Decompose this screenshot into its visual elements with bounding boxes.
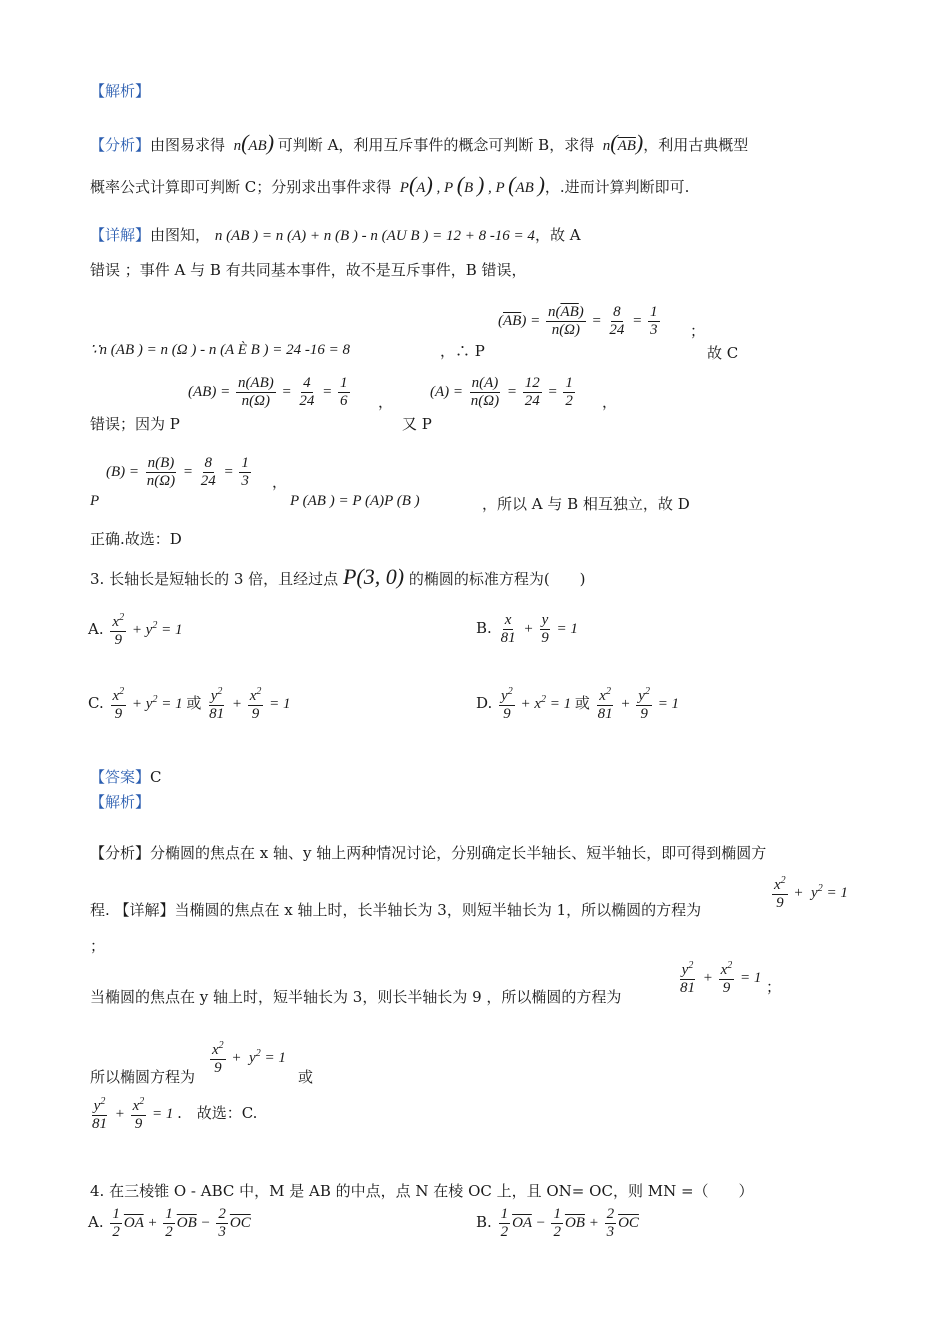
math-probs: P(A) , P (B ) , P (AB )	[396, 172, 545, 197]
equation-2: ∵n (AB ) = n (Ω ) - n (A È B ) = 24 -16 = 8	[90, 342, 351, 358]
ellipse-eq-y2: $\frac{y^2}{81}$ + $\frac{x^2}{9}$ = 1	[92, 1096, 178, 1133]
text: 故 C	[707, 344, 739, 362]
option-label: C.	[88, 694, 104, 713]
detail-line-6: 正确.故选：D	[90, 530, 182, 548]
semicolon: ；	[766, 978, 782, 996]
frac-p-ab: (AB) = $\frac{n(AB)}{n(\Omega)}$ = $\frac{4}{24}$ = $\frac{1}{6}$	[188, 375, 348, 410]
q3-jiexi: 【解析】	[90, 793, 151, 811]
therefore: ，∴ P	[440, 342, 485, 360]
frac-p-b: (B) = $\frac{n(B)}{n(\Omega)}$ = $\frac{8}{24}$ = $\frac{1}{3}$	[106, 455, 249, 490]
or-text: 或	[298, 1068, 314, 1086]
option-label: B.	[476, 1213, 492, 1232]
q3-option-d[interactable]	[476, 686, 679, 724]
q4-option-b[interactable]	[476, 1206, 639, 1242]
or-text: 或	[186, 694, 202, 713]
q3-detail-1	[90, 875, 870, 935]
text: 4. 在三棱锥 O - ABC 中，M 是 AB 的中点，点 N 在棱 OC 上，且 ON=	[90, 1182, 585, 1200]
q3-detail-4	[88, 1096, 257, 1146]
text: 可判断 A，利用互斥事件的概念可判断 B，求得	[277, 136, 595, 154]
option-a-formula: $\frac{x^2}{9}$ + $y^2 = 1$	[112, 612, 183, 649]
period: .	[177, 1104, 182, 1123]
frac-p-a: (A) = $\frac{n(A)}{n(\Omega)}$ = $\frac{12}{24}$ = $\frac{1}{2}$	[430, 375, 573, 410]
semicolon: ；	[690, 322, 706, 340]
comma: ，	[602, 393, 618, 411]
q3-detail-2	[90, 960, 870, 1020]
ellipse-eq-x: $\frac{x^2}{9}$ + $y^2 = 1$	[774, 875, 848, 912]
ellipse-eq-x2: $\frac{x^2}{9}$ + $y^2 = 1$	[212, 1040, 286, 1077]
text: ，故 A	[534, 226, 581, 244]
analysis-tag: 【分析】	[90, 136, 151, 154]
q4-stem	[90, 1180, 754, 1201]
text: 又 P	[402, 415, 432, 433]
option-a-formula: $\frac{1}{2}$ $\overline{OA}$ + $\frac{1}{2}$ $\overline{OB}$ − $\frac{2}{3}$ $\overline{OC}$	[112, 1206, 251, 1241]
text: 程. 【详解】当椭圆的焦点在 x 轴上时，长半轴长为 3，则短半轴长为 1，所以椭圆的方程为	[90, 901, 702, 919]
text: 所以椭圆方程为	[90, 1068, 196, 1086]
option-label: A.	[88, 1213, 104, 1232]
q3-answer: 【答案】C	[90, 768, 162, 786]
option-c-formula: $\frac{x^2}{9}$ + $y^2 = 1$	[112, 686, 187, 723]
or-text: 或	[574, 694, 590, 713]
text: ，.进而计算判断即可.	[544, 178, 690, 196]
detail-line-2: 错误 ；事件 A 与 B 有共同基本事件，故不是互斥事件，B 错误，	[90, 261, 527, 279]
math-n-abbar: $n(\overline{AB})$	[598, 130, 644, 155]
comma: ，	[378, 393, 394, 411]
text: 由图知，	[150, 226, 211, 244]
comma: ，	[272, 473, 288, 491]
text: ，所以 A 与 B 相互独立，故 D	[482, 495, 690, 513]
option-d-formula-2: $\frac{x^2}{81}$ + $\frac{y^2}{9}$ = 1	[597, 686, 680, 723]
q3-option-c[interactable]	[88, 686, 291, 724]
q4-option-a[interactable]	[88, 1206, 251, 1242]
equation-3: P (AB ) = P (A)P (B )	[290, 493, 420, 509]
text: ，利用古典概型	[643, 136, 749, 154]
option-label: D.	[476, 694, 493, 713]
point-p: P(3, 0)	[342, 564, 405, 589]
q3-semicolon: ；	[90, 937, 106, 955]
analysis-line-2	[90, 172, 689, 198]
option-label: B.	[476, 619, 492, 638]
detail-tag: 【详解】	[90, 226, 151, 244]
text: OC，则 MN =（ ）	[589, 1182, 754, 1200]
equation-1: n (AB ) = n (A) + n (B ) - n (AU B ) = 12 + 8 -16 = 4	[214, 228, 535, 244]
option-b-formula: $\frac{1}{2}$ $\overline{OA}$ − $\frac{1}{2}$ $\overline{OB}$ + $\frac{2}{3}$ $\overline{OC}$	[500, 1206, 639, 1241]
ellipse-eq-y: $\frac{y^2}{81}$ + $\frac{x^2}{9}$ = 1	[680, 960, 762, 997]
option-b-formula: $\frac{x}{81}$ + $\frac{y}{9}$ = 1	[500, 612, 578, 647]
text: 由图易求得	[150, 136, 226, 154]
option-label: A.	[88, 620, 104, 639]
q3-analysis: 【分析】分椭圆的焦点在 x 轴、y 轴上两种情况讨论，分别确定长半轴长、短半轴长，即可得到椭圆方	[90, 844, 767, 862]
text: 错误；因为 P	[90, 415, 180, 433]
text: 的椭圆的标准方程为( )	[408, 570, 586, 588]
text: 当椭圆的焦点在 y 轴上时，短半轴长为 3，则长半轴长为 9 ，所以椭圆的方程为	[90, 988, 622, 1006]
analysis-line-1	[90, 130, 748, 156]
option-c-formula-2: $\frac{y^2}{81}$ + $\frac{x^2}{9}$ = 1	[209, 686, 291, 723]
jiexi-heading: 【解析】	[90, 82, 151, 100]
frac-p-abbar: $(\overline{AB})$ = $\frac{n(\overline{AB})}{n(\Omega)}$ = $\frac{8}{24}$ = $\frac{1}{3}$	[498, 304, 658, 339]
q3-stem	[90, 564, 586, 590]
text: 概率公式计算即可判断 C；分别求出事件求得	[90, 178, 392, 196]
text: 3. 长轴长是短轴长的 3 倍，且经过点	[90, 570, 339, 588]
q3-option-a[interactable]	[88, 612, 182, 650]
q3-option-b[interactable]	[476, 612, 578, 648]
option-d-formula: $\frac{y^2}{9}$ + $x^2 = 1$	[501, 686, 575, 723]
text: 故选：C.	[196, 1104, 258, 1123]
p-letter: P	[90, 493, 100, 509]
detail-line-1	[90, 224, 581, 245]
math-n-ab: n(AB)	[229, 130, 275, 155]
